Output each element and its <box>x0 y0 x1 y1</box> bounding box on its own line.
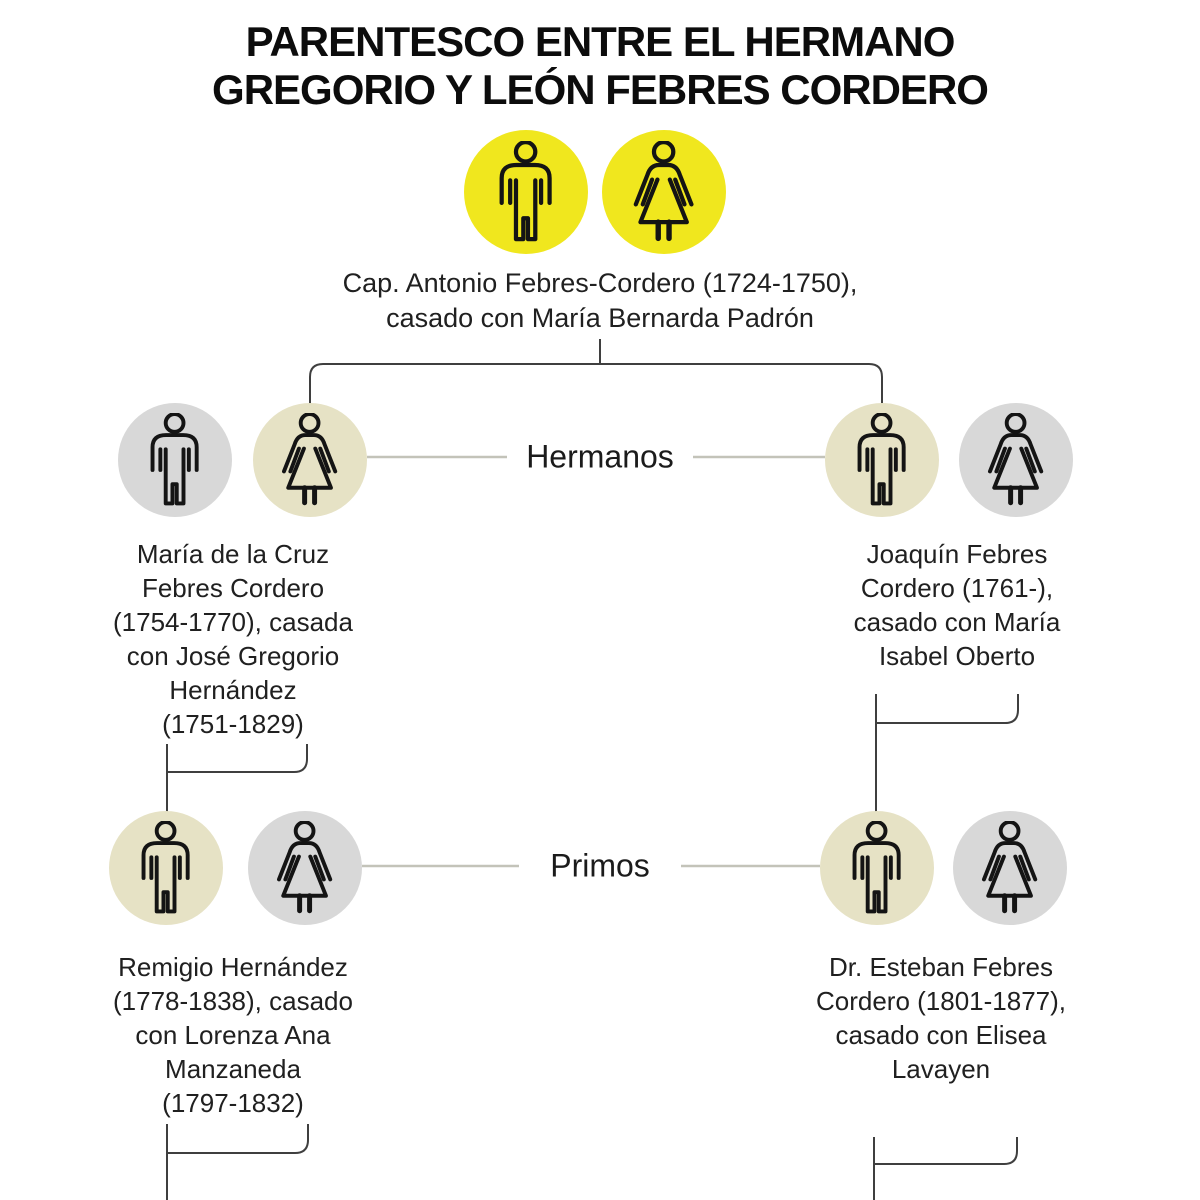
gen3-right-name-line: Lavayen <box>891 1054 991 1084</box>
gen1-caption-line-1: Cap. Antonio Febres-Cordero (1724-1750), <box>342 268 858 298</box>
gen2-left-name-line: Febres Cordero <box>141 573 325 603</box>
gen3-left-name-line: con Lorenza Ana <box>135 1020 331 1050</box>
gen2-right-husband-avatar <box>825 403 939 517</box>
gen3-right-name-line: Cordero (1801-1877), <box>815 986 1067 1016</box>
gen1-children-bracket <box>310 364 882 404</box>
gen2-right-marriage-bracket <box>876 694 1018 723</box>
gen2-left-name-line: Hernández <box>169 675 297 705</box>
gen1-caption-line-2: casado con María Bernarda Padrón <box>386 303 814 333</box>
gen3-left-marriage-bracket <box>167 1124 308 1153</box>
relation-label-cousins: Primos <box>544 848 656 885</box>
infographic-title <box>0 18 1200 114</box>
man-person-icon <box>130 821 201 915</box>
gen2-left-name-line: María de la Cruz <box>136 539 330 569</box>
gen1-caption <box>343 266 858 336</box>
gen3-right-husband-avatar <box>820 811 934 925</box>
man-person-icon <box>841 821 912 915</box>
gen3-right-name <box>816 950 1066 1086</box>
gen2-left-name-line: (1754-1770), casada <box>113 607 353 637</box>
gen2-right-name-line: casado con María <box>853 607 1061 637</box>
relation-label-siblings: Hermanos <box>520 439 680 476</box>
woman-person-icon <box>274 413 345 507</box>
gen2-right-name-line: Joaquín Febres <box>866 539 1048 569</box>
gen3-left-name-line: (1797-1832) <box>162 1088 304 1118</box>
gen3-right-name-line: Dr. Esteban Febres <box>828 952 1053 982</box>
gen2-left-husband-avatar <box>118 403 232 517</box>
gen3-right-marriage-bracket <box>874 1137 1017 1164</box>
gen3-left-name <box>113 950 353 1120</box>
gen2-left-name-line: con José Gregorio <box>126 641 340 671</box>
gen2-left-name <box>113 537 353 741</box>
man-person-icon <box>487 141 564 243</box>
gen3-left-wife-avatar <box>248 811 362 925</box>
gen2-left-wife-avatar <box>253 403 367 517</box>
man-person-icon <box>846 413 917 507</box>
gen2-right-wife-avatar <box>959 403 1073 517</box>
man-person-icon <box>139 413 210 507</box>
gen2-right-name-line: Isabel Oberto <box>878 641 1036 671</box>
woman-person-icon <box>269 821 340 915</box>
title-line-2: GREGORIO Y LEÓN FEBRES CORDERO <box>212 66 988 113</box>
gen3-left-name-line: (1778-1838), casado <box>113 986 353 1016</box>
gen3-left-husband-avatar <box>109 811 223 925</box>
gen3-left-name-line: Manzaneda <box>165 1054 301 1084</box>
gen2-left-marriage-bracket <box>167 744 307 772</box>
title-line-1: PARENTESCO ENTRE EL HERMANO <box>245 18 955 65</box>
gen3-right-name-line: casado con Elisea <box>835 1020 1047 1050</box>
woman-person-icon <box>625 141 702 243</box>
gen2-left-name-line: (1751-1829) <box>162 709 304 739</box>
gen3-left-name-line: Remigio Hernández <box>118 952 348 982</box>
gen2-right-name-line: Cordero (1761-), <box>860 573 1054 603</box>
gen1-husband-avatar <box>464 130 588 254</box>
gen1-wife-avatar <box>602 130 726 254</box>
gen3-right-wife-avatar <box>953 811 1067 925</box>
woman-person-icon <box>974 821 1045 915</box>
gen2-right-name <box>854 537 1061 673</box>
woman-person-icon <box>980 413 1051 507</box>
